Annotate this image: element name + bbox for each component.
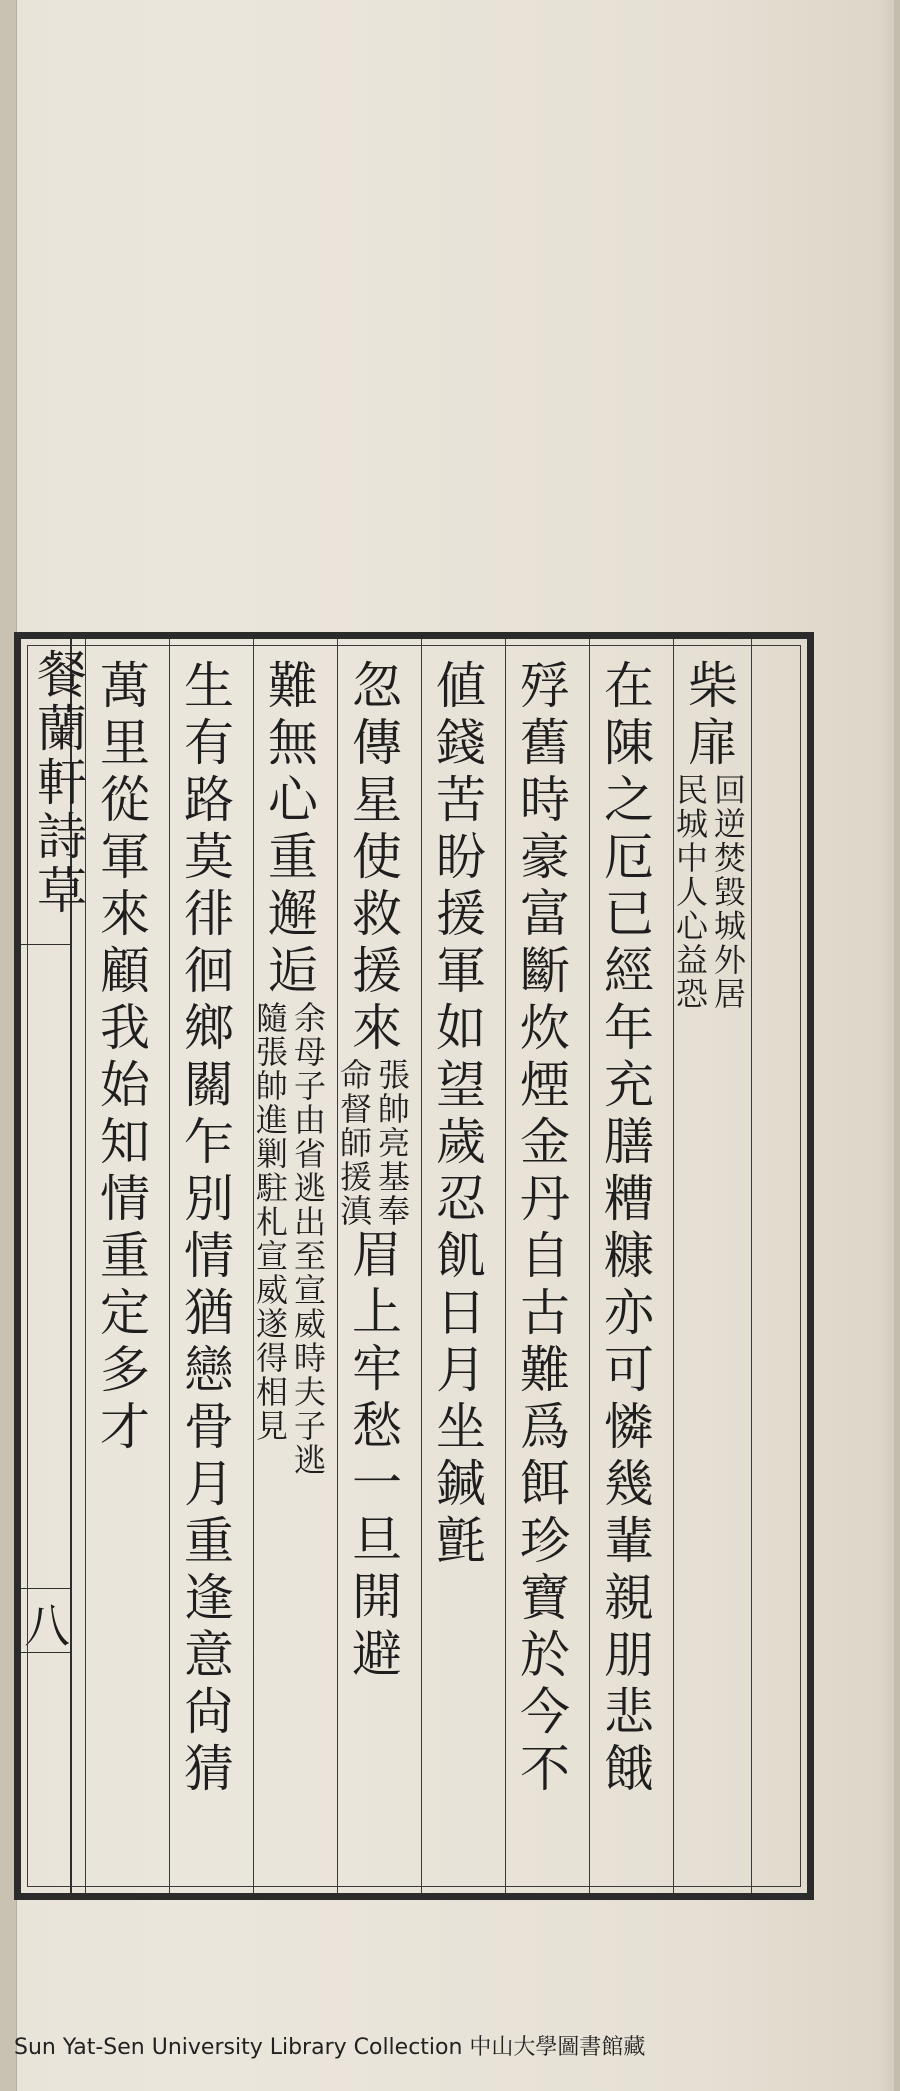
text-column bbox=[92, 659, 150, 1879]
column-rule bbox=[337, 639, 338, 1893]
column-text: 在陳之厄已經年充膳糟糠亦可憐幾輩親朋悲餓 bbox=[596, 659, 654, 1799]
folio-number: 八 bbox=[24, 1599, 70, 1653]
annotation-left: 民城中人心益恐 bbox=[671, 773, 709, 1011]
text-column bbox=[176, 659, 234, 1879]
column-rule bbox=[85, 639, 86, 1893]
column-text: 生有路莫徘徊鄉關乍別情猶戀骨月重逢意尙猜 bbox=[176, 659, 234, 1799]
text-column bbox=[251, 659, 327, 1879]
text-frame bbox=[14, 632, 814, 1900]
text-column bbox=[596, 659, 654, 1879]
column-rule bbox=[421, 639, 422, 1893]
column-rule bbox=[589, 639, 590, 1893]
annotation bbox=[253, 1001, 325, 1477]
column-text: 萬里從軍來顧我始知情重定多才 bbox=[92, 659, 150, 1457]
column-rule bbox=[505, 639, 506, 1893]
column-rule bbox=[169, 639, 170, 1893]
column-rule bbox=[751, 639, 752, 1893]
annotation-right: 余母子由省逃出至宣威時夫子逃 bbox=[289, 1001, 327, 1477]
text-column bbox=[335, 659, 411, 1879]
column-text: 殍舊時豪富斷炊煙金丹自古難爲餌珍寶於今不 bbox=[512, 659, 570, 1799]
page-edge bbox=[894, 0, 900, 2091]
column-text: 柴扉 bbox=[680, 659, 738, 773]
column-text: 値錢苦盼援軍如望歲忍飢日月坐鍼氈 bbox=[428, 659, 486, 1571]
annotation-left: 命督師援滇 bbox=[335, 1058, 373, 1228]
library-credit: Sun Yat-Sen University Library Collection 中山大學圖書館藏 bbox=[14, 2035, 646, 2060]
annotation bbox=[337, 1058, 409, 1228]
book-title: 餐蘭軒詩草 bbox=[29, 648, 87, 918]
text-column bbox=[428, 659, 486, 1879]
column-text: 忽傳星使救援來 bbox=[344, 659, 402, 1058]
annotation-right: 回逆焚毀城外居 bbox=[709, 773, 747, 1011]
column-text-continued: 眉上牢愁一旦開避 bbox=[344, 1228, 402, 1684]
annotation-left: 隨張帥進剿駐札宣威遂得相見 bbox=[251, 1001, 289, 1443]
column-text: 難無心重邂逅 bbox=[260, 659, 318, 1001]
annotation-right: 張帥亮基奉 bbox=[373, 1058, 411, 1228]
text-column bbox=[512, 659, 570, 1879]
text-column bbox=[671, 659, 747, 1879]
annotation bbox=[673, 773, 745, 1011]
